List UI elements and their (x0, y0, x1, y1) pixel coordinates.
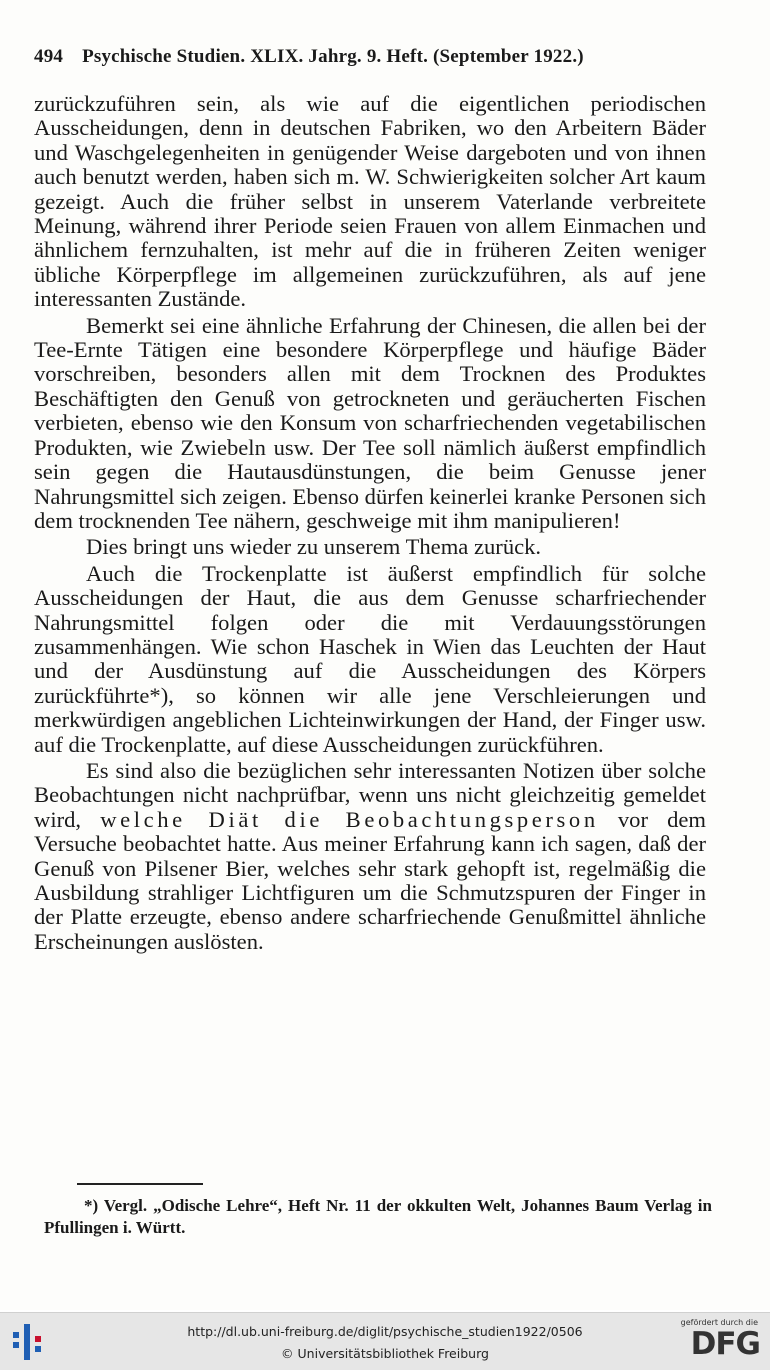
footnote (44, 1195, 712, 1239)
paragraph-1: zurückzuführen sein, als wie auf die eigentlichen periodischen Ausscheidungen, denn in deutschen Fabriken, wo den Arbeitern Bäder und Waschgelegenheiten in genügender Weise dargeboten und von ihnen auch benutzt werden, haben sich m. W. Schwierigkeiten solcher Art kaum gezeigt. Auch die früher selbst in unserem Vaterlande verbreitete Meinung, während ihrer Periode seien Frauen von allem Einmachen und ähnlichem fernzuhalten, ist mehr auf die in früheren Zeiten weniger übliche Körperpflege im allgemeinen zurückzuführen, als auf jene interessanten Zustände. (34, 91, 706, 312)
paragraph-5 (34, 759, 706, 954)
dfg-logo[interactable] (678, 1318, 760, 1361)
paragraph-4: Auch die Trockenplatte ist äußerst empfindlich für solche Ausscheidungen der Haut, die aus dem Genusse scharfriechender Nahrungsmittel folgen oder die mit Verdauungsstörungen zusammenhängen. Wie schon Haschek in Wien das Leuchten der Haut und der Ausdünstung auf die Ausscheidungen des Körpers zurückführte*), so können wir alle jene Verschleierungen und merkwürdigen angeblichen Lichteinwirkungen der Hand, der Finger usw. auf die Trockenplatte, auf diese Ausscheidungen zurückführen. (34, 560, 706, 757)
running-title: Psychische Studien. XLIX. Jahrg. 9. Heft. (September 1922.) (82, 46, 584, 67)
footnote-rule (77, 1183, 203, 1185)
source-url-link[interactable]: http://dl.ub.uni-freiburg.de/diglit/psychische_studien1922/0506 (187, 1324, 583, 1339)
copyright-notice: © Universitätsbibliothek Freiburg (281, 1346, 489, 1361)
body-text (34, 92, 706, 954)
paragraph-5-start: Es sind also die bezüglichen sehr interessanten Notizen über solche Beobachtungen nicht nachprüfbar, wenn uns nicht gleichzeitig gemeldet wird, (34, 757, 706, 832)
paragraph-5-end: vor dem Versuche beobachtet hatte. Aus meiner Erfahrung kann ich sagen, daß der Genuß von Pilsener Bier, welches sehr stark gehopft ist, regelmäßig die Ausbildung strahliger Lichtfiguren um die Schmutzspuren der Finger in der Platte erzeugte, ebenso andere scharfriechende Genußmittel ähnliche Erscheinungen auslösten. (34, 806, 707, 954)
paragraph-2: Bemerkt sei eine ähnliche Erfahrung der Chinesen, die allen bei der Tee-Ernte Tätigen eine besondere Körperpflege und häufige Bäder vorschreiben, besonders allen mit dem Trocknen des Produktes Beschäftigten den Genuß von getrockneten und geräucherten Fischen verbieten, ebenso wie den Konsum von scharfriechenden vegetabilischen Produkten, wie Zwiebeln usw. Der Tee soll nämlich äußerst empfindlich sein gegen die Hautausdünstungen, die beim Genusse jener Nahrungsmittel sich zeigen. Ebenso dürfen keinerlei kranke Personen sich dem trocknenden Tee nähern, geschweige mit ihm manipulieren! (34, 312, 706, 533)
footnote-text: *) Vergl. „Odische Lehre“, Heft Nr. 11 der okkulten Welt, Johannes Baum Verlag in Pfullingen i. Württ. (44, 1196, 712, 1237)
page-header (34, 46, 724, 68)
paragraph-5-emphasis: welche Diät die Beobachtungsperson (100, 806, 599, 832)
dfg-caption: gefördert durch die (680, 1318, 758, 1327)
paragraph-3: Dies bringt uns wieder zu unserem Thema zurück. (86, 534, 542, 560)
page-number: 494 (34, 46, 64, 67)
dfg-wordmark: DFG (690, 1326, 760, 1362)
viewer-footer (0, 1312, 770, 1370)
